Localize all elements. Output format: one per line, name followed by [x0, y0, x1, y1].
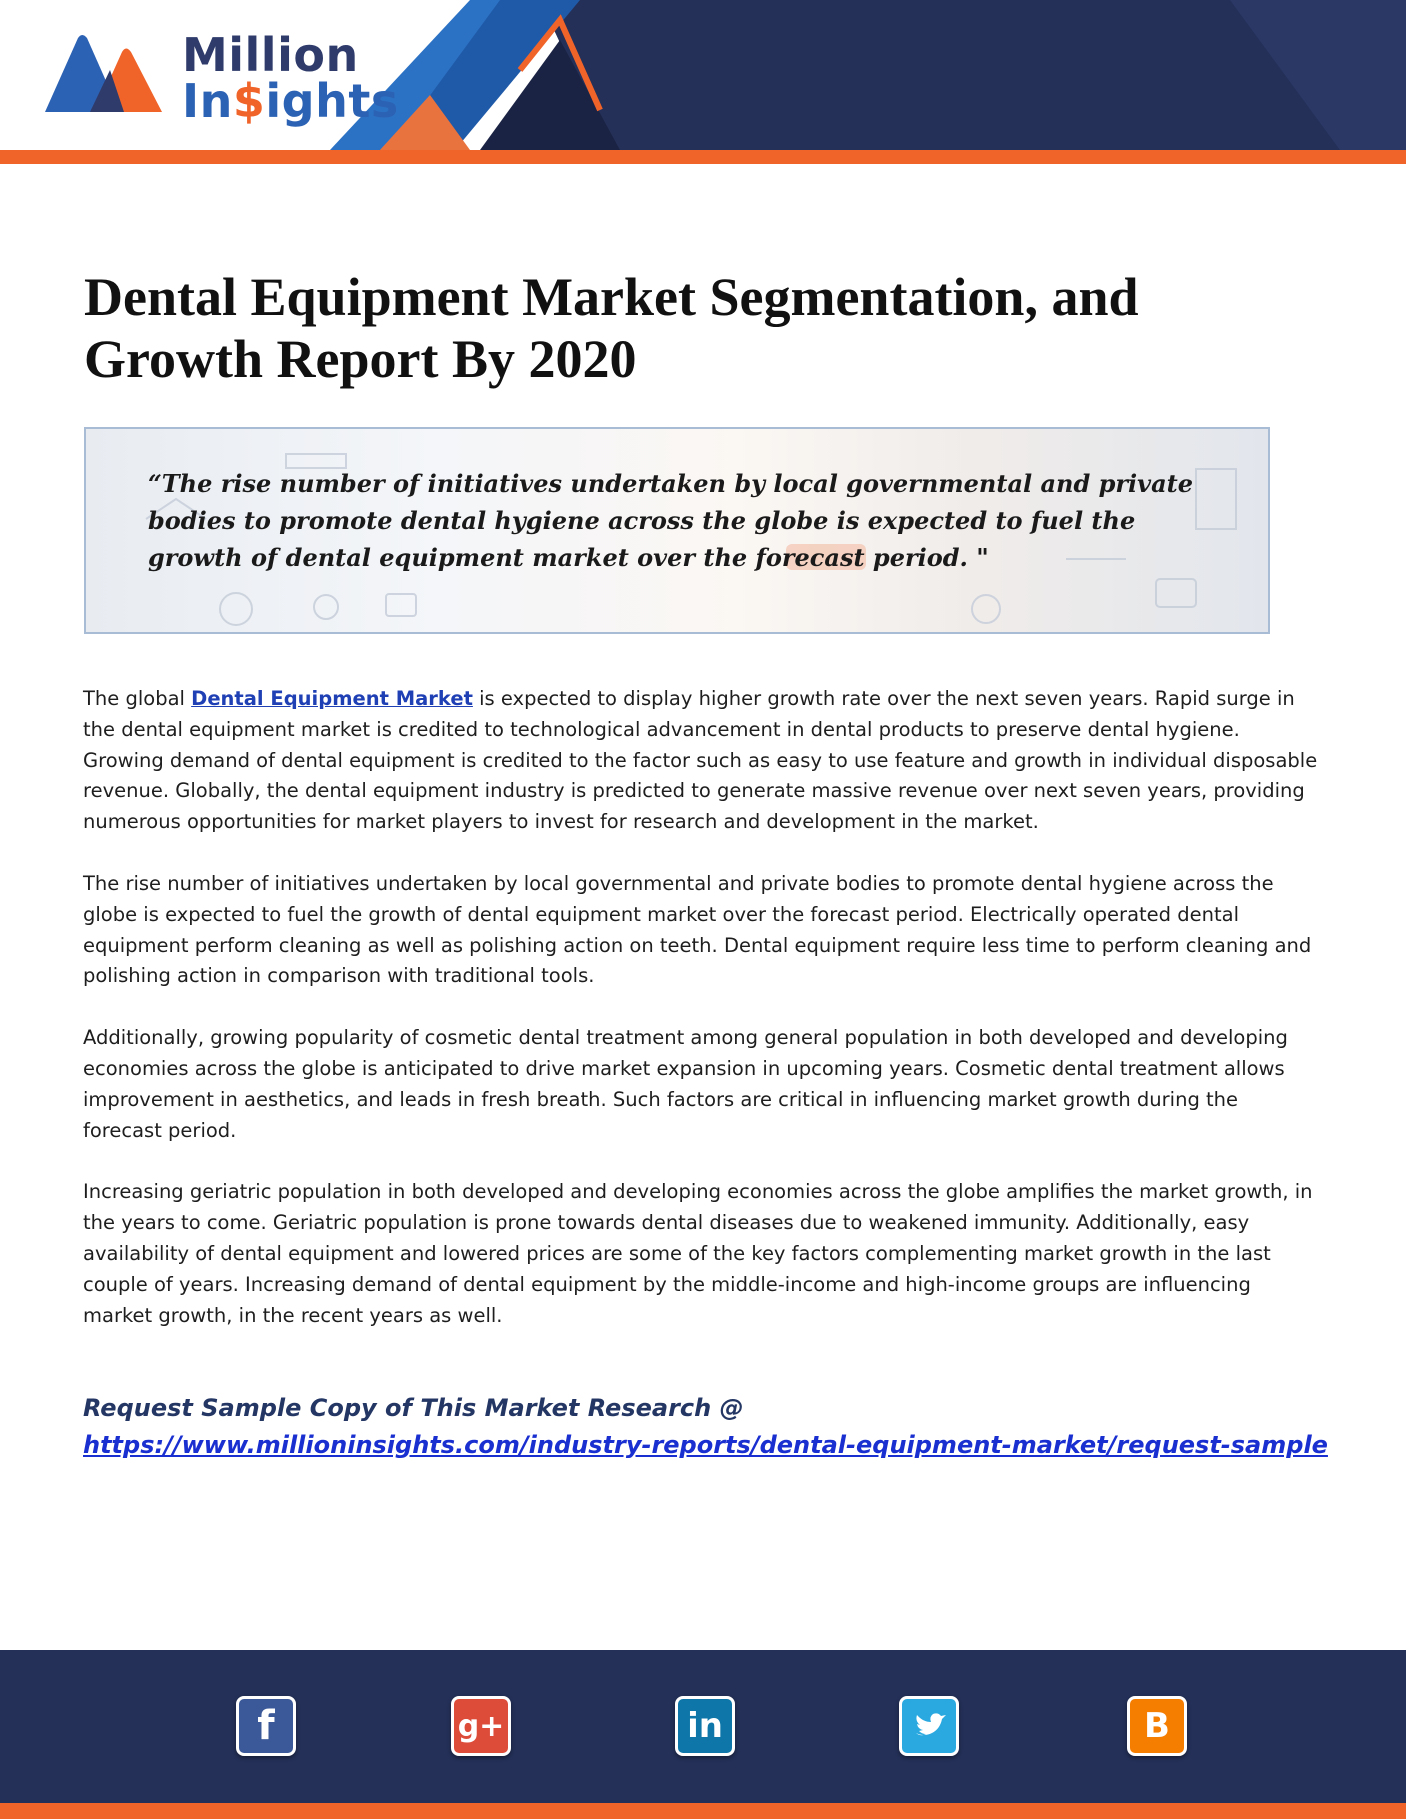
page-footer: [0, 1650, 1406, 1819]
paragraph-4: Increasing geriatric population in both developed and developing economies across the globe amplifies the market growth, in the years to come. Geriatric population is prone towards dental diseases due to weakened immunity. Additionally, easy availability of dental equipment and lowered prices are some of the key factors complementing market growth in the last couple of years. Increasing demand of dental equipment by the middle-income and high-income groups are influencing market growth, in the recent years as well.: [83, 1180, 1313, 1327]
footer-orange-stripe: [0, 1803, 1406, 1819]
page-title: Dental Equipment Market Segmentation, and Growth Report By 2020: [84, 267, 1139, 389]
logo-line-1: Million: [182, 28, 359, 82]
paragraph-2: The rise number of initiatives undertaken by local governmental and private bodies to promote dental hygiene across the globe is expected to fuel the growth of dental equipment market over the forecast period. Electrically operated dental equipment perform cleaning as well as polishing action on teeth. Dental equipment require less time to perform cleaning and polishing action in comparison with traditional tools.: [83, 871, 1312, 988]
facebook-icon[interactable]: f: [236, 1696, 296, 1756]
paragraph-3: Additionally, growing popularity of cosmetic dental treatment among general population in both developed and developing economies across the globe is anticipated to drive market expansion in upcoming years. Cosmetic dental treatment allows improvement in aesthetics, and leads in fresh breath. Such factors are critical in influencing market growth during the forecast period.: [83, 1026, 1288, 1142]
twitter-icon[interactable]: [899, 1696, 959, 1756]
dental-equipment-market-link[interactable]: Dental Equipment Market: [191, 687, 473, 710]
article-body: [83, 684, 1323, 1362]
linkedin-icon[interactable]: in: [675, 1696, 735, 1756]
logo-mark-icon: [40, 30, 170, 120]
request-sample-label: Request Sample Copy of This Market Research @: [83, 1394, 744, 1422]
twitter-bird-glyph: [902, 1699, 956, 1753]
paragraph-1: The global Dental Equipment Market is expected to display higher growth rate over the next seven years. Rapid surge in the dental equipment market is credited to technological advancement in dental products to preserve dental hygiene. Growing demand of dental equipment is credited to the factor such as easy to use feature and growth in individual disposable revenue. Globally, the dental equipment industry is predicted to generate massive revenue over next seven years, providing numerous opportunities for market players to invest for research and development in the market.: [83, 687, 1318, 834]
quote-banner: [84, 427, 1270, 634]
google-plus-icon[interactable]: g+: [451, 1696, 511, 1756]
logo-wordmark: [182, 28, 399, 128]
request-sample-section: [83, 1390, 1343, 1464]
request-sample-link[interactable]: https://www.millioninsights.com/industry-reports/dental-equipment-market/request-sample: [83, 1431, 1328, 1459]
quote-text: “The rise number of initiatives undertaken by local governmental and private bodies to promote dental hygiene across the globe is expected to fuel the growth of dental equipment market over the forecast period. ": [148, 469, 1194, 572]
million-insights-logo[interactable]: [40, 28, 399, 130]
logo-line-2: In$ights: [182, 74, 399, 128]
page-header: [0, 0, 1406, 166]
blogger-icon[interactable]: B: [1127, 1696, 1187, 1756]
